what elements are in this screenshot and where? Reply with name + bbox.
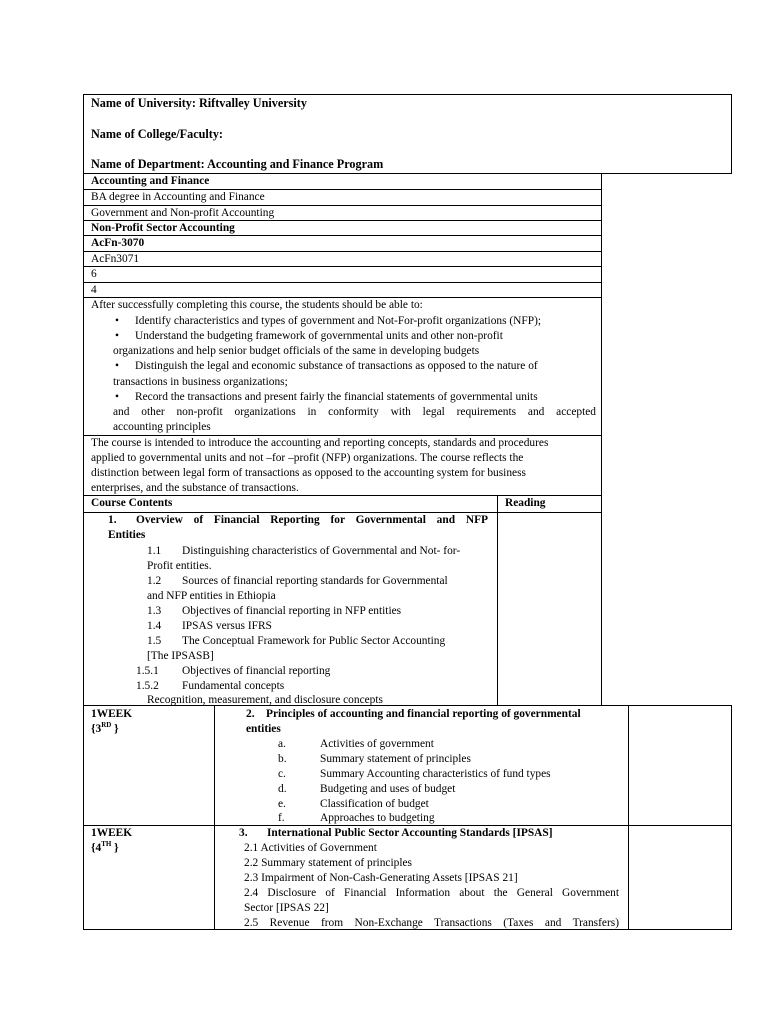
reading-label: Reading xyxy=(505,497,546,509)
objectives-intro: After successfully completing this course, the students should be able to: xyxy=(91,299,423,311)
item-1-5-1: 1.5.1 Objectives of financial reporting xyxy=(136,665,331,677)
course-title-row: Non-Profit Sector Accounting xyxy=(83,221,602,236)
program-row: Accounting and Finance xyxy=(83,174,602,190)
week-label: 1WEEK xyxy=(91,827,133,839)
reading-cell-3 xyxy=(628,825,732,930)
objective-4-cont: and other non-profit organizations in conformity with legal requirements and accepted xyxy=(113,406,596,418)
section-3-cell xyxy=(214,825,629,930)
item-3-4-cont: Sector [IPSAS 22] xyxy=(244,902,329,914)
item-3-4: 2.4 Disclosure of Financial Information about the General Government xyxy=(244,887,619,899)
item-2-d: d. Budgeting and uses of budget xyxy=(278,783,456,795)
objective-1: • Identify characteristics and types of government and Not-For-profit organizations (NFP); xyxy=(115,315,542,327)
item-2-c: c. Summary Accounting characteristics of fund types xyxy=(278,768,551,780)
section-2-cell xyxy=(214,705,629,826)
objective-2: • Understand the budgeting framework of governmental units and other non-profit xyxy=(115,330,503,342)
item-2-f: f. Approaches to budgeting xyxy=(278,812,435,824)
item-2-a: a. Activities of government xyxy=(278,738,434,750)
section-1-cell xyxy=(83,512,498,706)
module-row: Government and Non-profit Accounting xyxy=(83,206,602,221)
reading-cell xyxy=(497,512,602,706)
item-1-5: 1.5 The Conceptual Framework for Public Sector Accounting xyxy=(147,635,446,647)
bullet-icon: • xyxy=(115,315,119,327)
week-number: {4TH } xyxy=(91,840,119,854)
description-box xyxy=(83,436,602,496)
course-contents-label: Course Contents xyxy=(91,497,173,509)
week-4-cell xyxy=(83,825,215,930)
description-line: distinction between legal form of transactions as opposed to the accounting system for business xyxy=(91,467,526,479)
description-line: applied to governmental units and not –for –profit (NFP) organizations. The course reflects the xyxy=(91,452,524,464)
item-1-1-cont: Profit entities. xyxy=(147,560,212,572)
module-code-row: AcFn3071 xyxy=(83,252,602,267)
bullet-icon: • xyxy=(115,391,119,403)
section-1-title: 1. Overview of Financial Reporting for Governmental and NFP xyxy=(108,514,488,526)
item-1-4: 1.4 IPSAS versus IFRS xyxy=(147,620,272,632)
item-3-3: 2.3 Impairment of Non-Cash-Generating Assets [IPSAS 21] xyxy=(244,872,518,884)
university-name: Name of University: Riftvalley University xyxy=(91,96,307,110)
week-number: {3RD } xyxy=(91,721,119,735)
item-2-e: e. Classification of budget xyxy=(278,798,429,810)
credits-row: 6 xyxy=(83,267,602,283)
item-1-5-cont: [The IPSASB] xyxy=(147,650,214,662)
college-name: Name of College/Faculty: xyxy=(91,127,223,141)
reading-header xyxy=(497,496,602,513)
recognition-line: Recognition, measurement, and disclosure concepts xyxy=(147,694,383,706)
item-1-3: 1.3 Objectives of financial reporting in NFP entities xyxy=(147,605,402,617)
item-1-1: 1.1 Distinguishing characteristics of Governmental and Not- for- xyxy=(147,545,461,557)
objectives-box xyxy=(83,298,602,436)
reading-cell-2 xyxy=(628,705,732,826)
ects-row: 4 xyxy=(83,283,602,298)
objective-3-cont: transactions in business organizations; xyxy=(113,376,288,388)
objective-4: • Record the transactions and present fairly the financial statements of governmental units xyxy=(115,391,538,403)
objective-4-cont2: accounting principles xyxy=(113,421,211,433)
section-3-title: 3. International Public Sector Accounting Standards [IPSAS] xyxy=(239,827,553,839)
course-contents-header xyxy=(83,496,498,513)
degree-row: BA degree in Accounting and Finance xyxy=(83,190,602,206)
bullet-icon: • xyxy=(115,330,119,342)
header-box xyxy=(83,94,732,174)
bullet-icon: • xyxy=(115,360,119,372)
department-name: Name of Department: Accounting and Finance Program xyxy=(91,157,384,171)
description-line: enterprises, and the substance of transactions. xyxy=(91,482,299,494)
item-1-5-2: 1.5.2 Fundamental concepts xyxy=(136,680,285,692)
section-2-title-cont: entities xyxy=(246,723,281,735)
description-line: The course is intended to introduce the accounting and reporting concepts, standards and procedures xyxy=(91,437,549,449)
course-code-row: AcFn-3070 xyxy=(83,236,602,252)
item-1-2: 1.2 Sources of financial reporting standards for Governmental xyxy=(147,575,448,587)
week-3-cell xyxy=(83,705,215,826)
item-1-2-cont: and NFP entities in Ethiopia xyxy=(147,590,276,602)
item-3-2: 2.2 Summary statement of principles xyxy=(244,857,412,869)
section-1-title-cont: Entities xyxy=(108,529,146,541)
objective-3: • Distinguish the legal and economic substance of transactions as opposed to the nature of xyxy=(115,360,538,372)
section-2-title: 2. Principles of accounting and financial reporting of governmental xyxy=(246,708,581,720)
week-label: 1WEEK xyxy=(91,708,133,720)
objective-2-cont: organizations and help senior budget officials of the same in developing budgets xyxy=(113,345,480,357)
item-3-1: 2.1 Activities of Government xyxy=(244,842,377,854)
item-3-5: 2.5 Revenue from Non-Exchange Transactions (Taxes and Transfers) xyxy=(244,917,619,929)
item-2-b: b. Summary statement of principles xyxy=(278,753,471,765)
